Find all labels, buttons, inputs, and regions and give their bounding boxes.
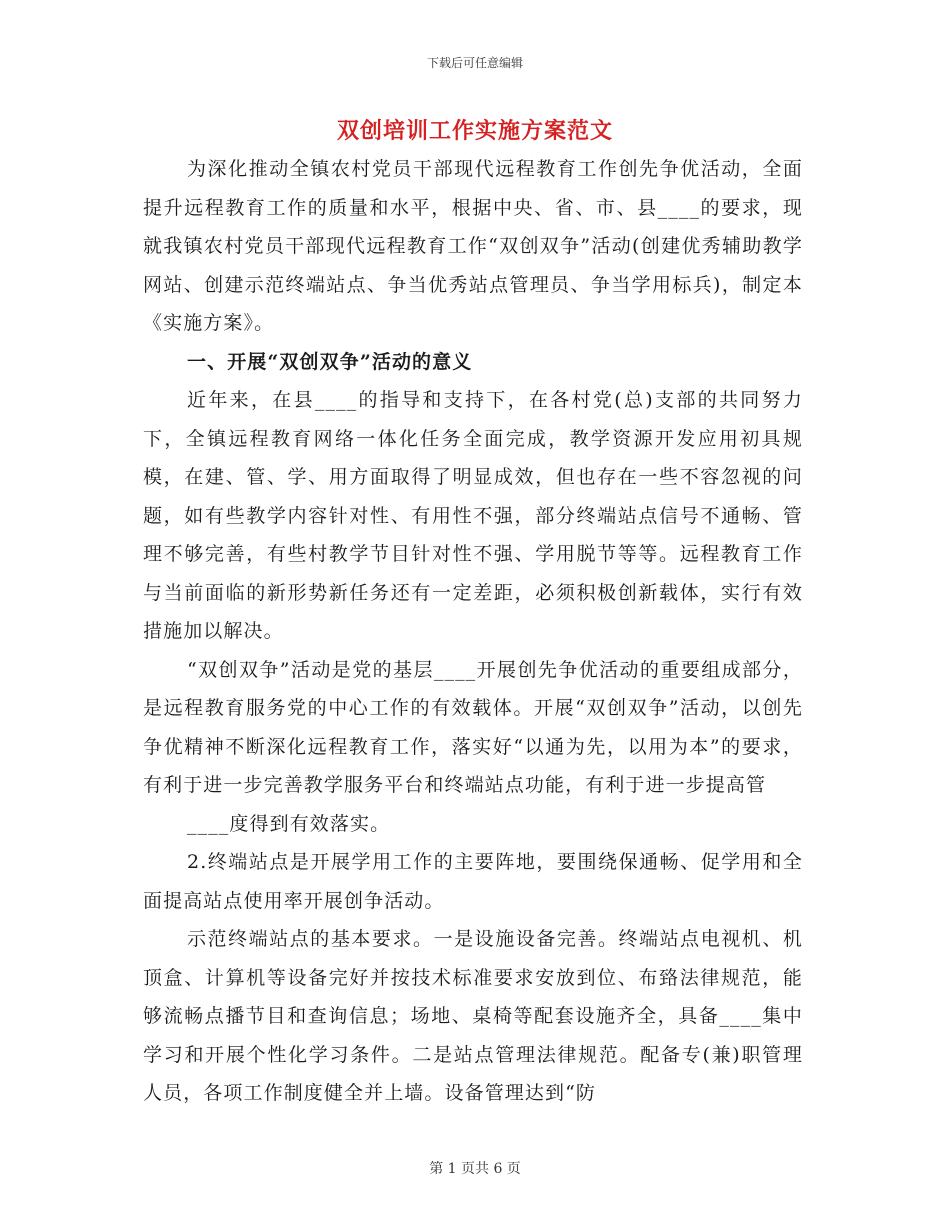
document-title: 双创培训工作实施方案范文	[336, 118, 613, 144]
page-footer: 第 1 页共 6 页	[429, 1161, 521, 1177]
paragraph-requirements: 示范终端站点的基本要求。一是设施设备完善。终端站点电视机、机顶盒、计算机等设备完好并按技术标准要求安放到位、布臵法律规范，能够流畅点播节目和查询信息；场地、桌椅等配套设施齐全，具备____集中学习和开展个性化学习条件。二是站点管理法律规范。配备专(兼)职管理人员，各项工作制度健全并上墙。设备管理达到“防	[143, 928, 803, 1104]
document-body	[143, 150, 803, 1113]
paragraph-significance: “双创双争”活动是党的基层____开展创先争优活动的重要组成部分，是远程教育服务党的中心工作的有效载体。开展“双创双争”活动，以创先争优精神不断深化远程教育工作，落实好“以通为先，以用为本”的要求，有利于进一步完善教学服务平台和终端站点功能，有利于进一步提高管	[143, 658, 803, 796]
paragraph-fragment: ____度得到有效落实。	[187, 812, 391, 835]
section-heading-1: 一、开展“双创双争”活动的意义	[187, 350, 473, 373]
header-note: 下载后可任意编辑	[426, 56, 523, 70]
paragraph-intro: 为深化推动全镇农村党员干部现代远程教育工作创先争优活动，全面提升远程教育工作的质量和水平，根据中央、省、市、县____的要求，现就我镇农村党员干部现代远程教育工作“双创双争”活动(创建优秀辅助教学网站、创建示范终端站点、争当优秀站点管理员、争当学用标兵)，制定本《实施方案》。	[143, 158, 803, 334]
paragraph-item-2: 2.终端站点是开展学用工作的主要阵地，要围绕保通畅、促学用和全面提高站点使用率开展创争活动。	[143, 851, 803, 912]
paragraph-background: 近年来，在县____的指导和支持下，在各村党(总)支部的共同努力下，全镇远程教育网络一体化任务全面完成，教学资源开发应用初具规模，在建、管、学、用方面取得了明显成效，但也存在一些不容忽视的问题，如有些教学内容针对性、有用性不强，部分终端站点信号不通畅、管理不够完善，有些村教学节目针对性不强、学用脱节等等。远程教育工作与当前面临的新形势新任务还有一定差距，必须积极创新载体，实行有效措施加以解决。	[143, 389, 803, 642]
